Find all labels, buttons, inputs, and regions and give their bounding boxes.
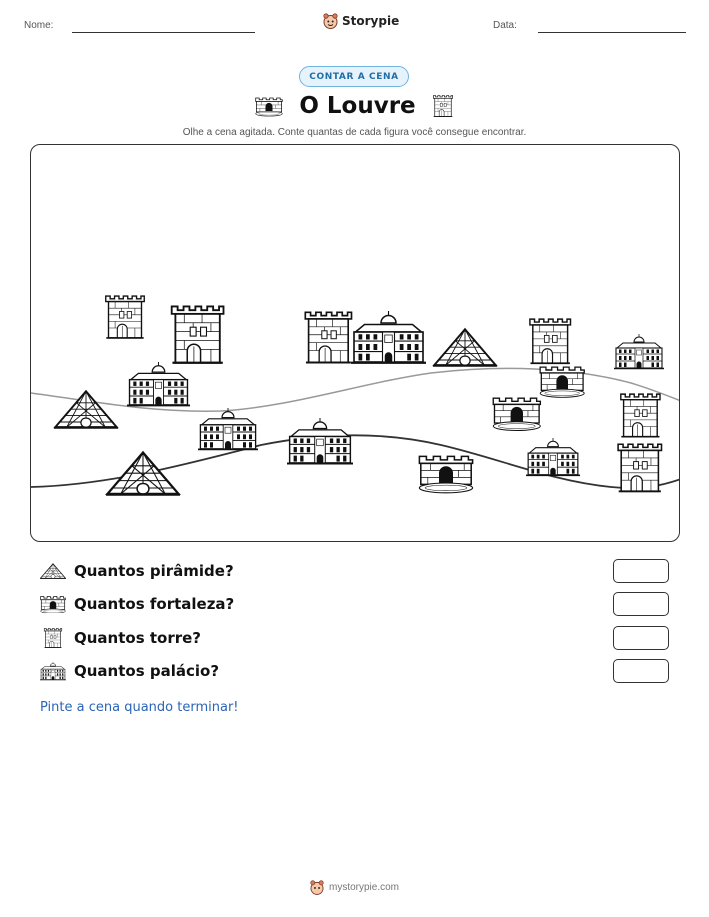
tower-figure [172, 306, 224, 362]
fortress-figure [540, 367, 584, 397]
brand-logo [323, 13, 399, 29]
question-fortress [40, 595, 234, 613]
question-text: Quantos fortaleza? [74, 595, 235, 613]
title-row [0, 93, 709, 119]
fortress-icon [40, 595, 66, 613]
question-text: Quantos palácio? [74, 662, 220, 680]
pyramid-figure [54, 391, 118, 427]
footer-url: mystorypie.com [328, 882, 399, 893]
answer-box-tower[interactable] [613, 626, 669, 650]
tower-figure [106, 296, 145, 338]
palace-figure [198, 408, 258, 449]
counting-scene [30, 144, 680, 542]
storypie-mascot-icon [310, 880, 324, 895]
storypie-mascot-icon [323, 13, 338, 29]
coloring-note: Pinte a cena quando terminar! [40, 700, 239, 715]
question-palace [40, 661, 219, 681]
tower-figure [621, 394, 660, 437]
name-input-line[interactable] [72, 32, 255, 33]
pyramid-figure [106, 452, 180, 494]
brand-name: Storypie [342, 14, 400, 28]
fortress-icon [255, 95, 283, 117]
date-label: Data: [493, 20, 517, 31]
question-pyramid [40, 562, 234, 580]
question-text: Quantos pirâmide? [74, 562, 234, 580]
footer [0, 880, 709, 895]
palace-figure [351, 311, 426, 363]
date-input-line[interactable] [538, 32, 686, 33]
pyramid-icon [40, 562, 66, 580]
palace-figure [614, 334, 664, 369]
tower-figure [618, 444, 661, 491]
fortress-figure [419, 456, 472, 492]
answer-box-fortress[interactable] [613, 592, 669, 616]
palace-figure [127, 362, 190, 405]
tower-icon [432, 93, 454, 119]
pyramid-figure [433, 329, 497, 365]
fortress-figure [493, 398, 540, 430]
instructions: Olhe a cena agitada. Conte quantas de cada figura você consegue encontrar. [182, 127, 527, 138]
palace-icon [40, 661, 66, 681]
answer-box-pyramid[interactable] [613, 559, 669, 583]
question-tower [40, 628, 201, 648]
tower-icon [40, 628, 66, 648]
activity-badge: CONTAR A CENA [299, 66, 409, 87]
name-label: Nome: [24, 20, 54, 31]
question-text: Quantos torre? [74, 629, 202, 647]
palace-figure [287, 418, 353, 464]
page-title: O Louvre [299, 93, 416, 119]
tower-figure [305, 312, 351, 362]
palace-figure [526, 438, 580, 475]
tower-figure [530, 319, 571, 363]
answer-box-palace[interactable] [613, 659, 669, 683]
